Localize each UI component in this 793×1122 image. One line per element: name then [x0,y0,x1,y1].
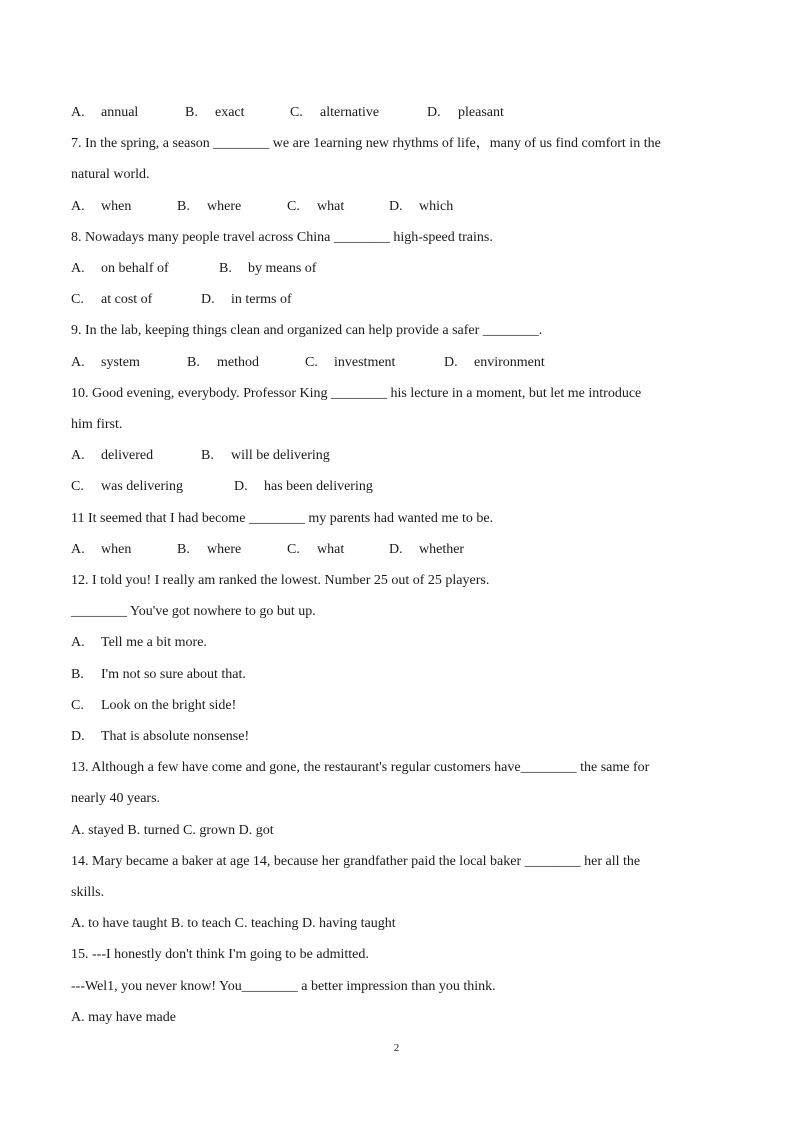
option-letter: C. [290,105,303,120]
option-text: Look on the bright side! [101,697,237,713]
option-text: That is absolute nonsense! [101,729,250,744]
text-line: him first. [71,417,123,432]
option-text: I'm not so sure about that. [101,666,246,682]
option-letter: D. [234,479,248,495]
option-text: will be delivering [231,448,330,464]
option-letter: D. [427,105,441,120]
option-text: alternative [320,105,380,120]
text-line: nearly 40 years. [71,791,161,807]
option-text: by means of [248,261,317,276]
option-letter: B. [71,666,84,682]
option-text: pleasant [458,105,504,120]
option-text: exact [215,105,245,120]
option-letter: C. [305,354,318,370]
text-line: 12. I told you! I really am ranked the lowest. Number 25 out of 25 players. [71,573,490,588]
text-line: A. may have made [71,1009,176,1025]
text-line: 14. Mary became a baker at age 14, because her grandfather paid the local baker ________ her all the [71,853,641,869]
option-letter: D. [444,354,458,370]
option-text: where [207,198,242,214]
option-text: at cost of [101,292,153,308]
option-letter: D. [389,198,403,214]
option-letter: D. [71,729,85,744]
option-letter: C. [287,198,300,214]
text-line: 10. Good evening, everybody. Professor King ________ his lecture in a moment, but let me introduce [71,385,642,401]
option-letter: A. [71,541,85,557]
text-line: 11 It seemed that I had become ________ my parents had wanted me to be. [71,510,494,526]
option-text: Tell me a bit more. [101,635,207,651]
text-line: ---Wel1, you never know! You________ a better impression than you think. [71,978,496,994]
option-letter: A. [71,198,85,214]
text-line: 13. Although a few have come and gone, the restaurant's regular customers have________ the same for [71,760,650,776]
option-letter: D. [389,541,403,557]
option-letter: B. [185,105,198,120]
option-letter: D. [201,292,215,308]
option-letter: B. [177,198,190,214]
option-text: on behalf of [101,261,169,276]
option-text: method [217,354,259,370]
option-letter: C. [71,479,84,495]
option-text: whether [419,541,465,557]
option-text: was delivering [101,479,184,495]
text-line: 15. ---I honestly don't think I'm going to be admitted. [71,947,369,963]
option-text: annual [101,105,139,120]
option-text: where [207,541,242,557]
option-text: in terms of [231,292,292,308]
text-line: 8. Nowadays many people travel across China ________ high-speed trains. [71,229,493,245]
option-letter: B. [187,354,200,370]
option-text: environment [474,354,545,370]
option-letter: C. [287,541,300,557]
option-text: system [101,354,140,370]
option-text: investment [334,354,396,370]
option-text: when [101,541,132,557]
option-letter: A. [71,105,85,120]
text-line: A. stayed B. turned C. grown D. got [71,822,274,838]
option-letter: C. [71,292,84,308]
page-number: 2 [393,1042,400,1054]
option-text: when [101,198,132,214]
text-line: A. to have taught B. to teach C. teaching D. having taught [71,916,396,932]
option-letter: B. [177,541,190,557]
text-line: ________ You've got nowhere to go but up. [71,604,316,620]
option-letter: A. [71,261,85,276]
option-text: what [317,198,345,214]
option-letter: A. [71,448,85,464]
text-line: 7. In the spring, a season ________ we are 1earning new rhythms of life，many of us find comfort in the [71,136,661,152]
option-text: what [317,541,345,557]
option-letter: A. [71,354,85,370]
option-letter: C. [71,697,84,713]
text-line: 9. In the lab, keeping things clean and organized can help provide a safer ________. [71,323,543,339]
option-letter: A. [71,635,85,651]
option-text: delivered [101,448,154,464]
option-text: has been delivering [264,479,373,495]
option-letter: B. [219,261,232,276]
option-letter: B. [201,448,214,464]
text-line: natural world. [71,167,150,183]
option-text: which [419,198,454,214]
text-line: skills. [71,885,105,900]
